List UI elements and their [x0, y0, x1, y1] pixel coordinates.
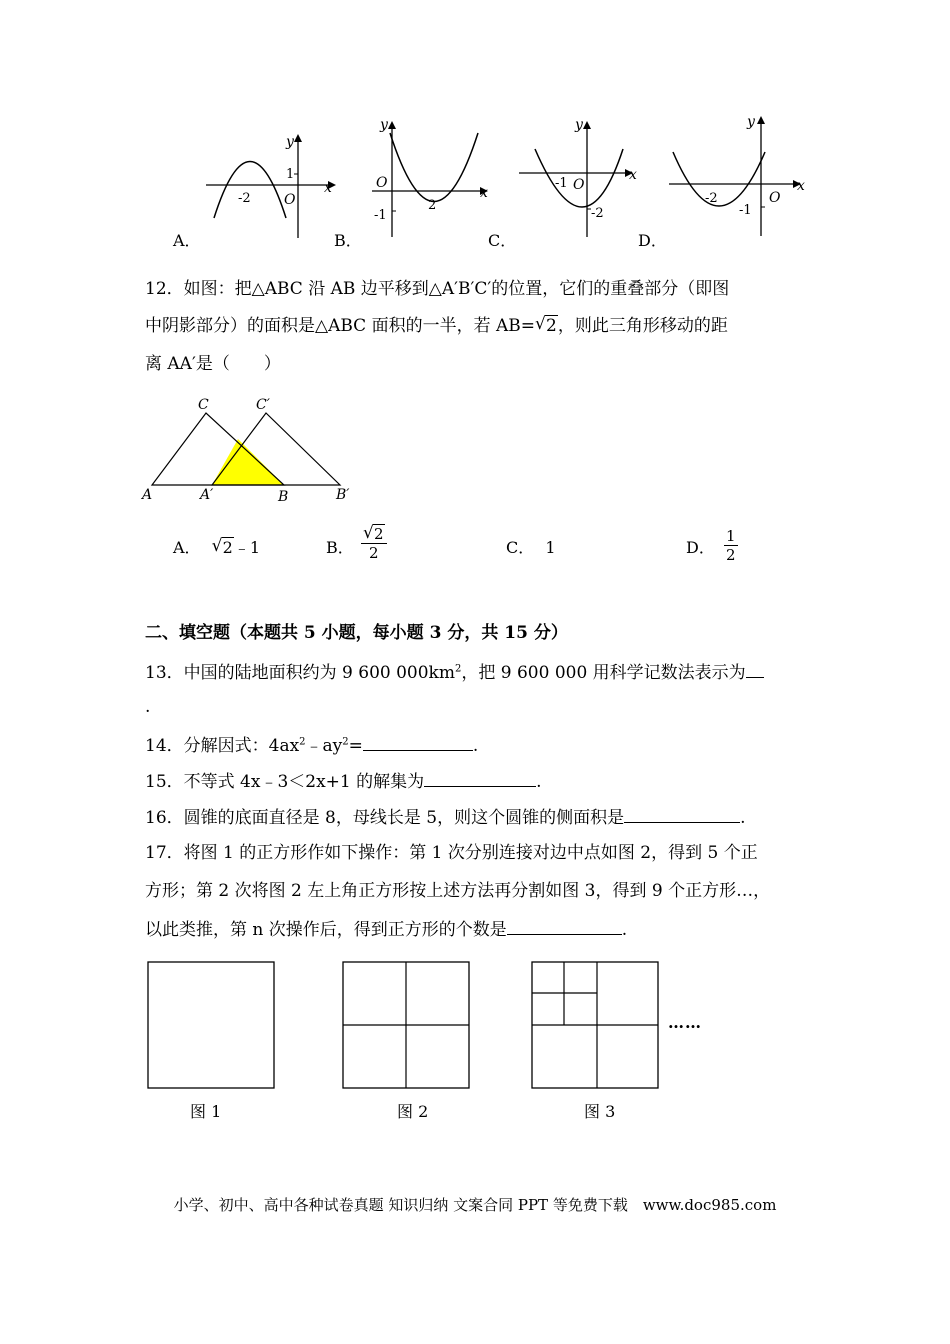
y-tick-label: 1 — [286, 167, 295, 182]
overlap-shaded-region — [212, 439, 284, 485]
y-tick-label: -1 — [739, 203, 752, 218]
q13-superscript: 2 — [454, 663, 462, 675]
x-tick-label: -2 — [705, 191, 718, 206]
graph-option-d — [665, 110, 810, 240]
sqrt-radicand: 2 — [374, 525, 384, 543]
square-figure-2 — [341, 960, 471, 1090]
q12-option-a-tail: ﹣1 — [233, 538, 261, 557]
y-axis-label: y — [747, 114, 755, 130]
q12-option-a — [173, 540, 260, 556]
option-c-label: C． — [488, 231, 517, 250]
label-a-prime: A′ — [200, 487, 214, 503]
q17-line-1: 17．将图 1 的正方形作如下操作：第 1 次分别连接对边中点如图 2，得到 5 个正 — [145, 843, 758, 863]
sqrt-symbol — [535, 318, 558, 335]
x-tick-label: -1 — [555, 176, 568, 191]
sqrt-symbol — [363, 527, 385, 542]
q14-superscript-1: 2 — [299, 736, 306, 748]
square-figure-1 — [146, 960, 276, 1090]
origin-label: O — [573, 177, 585, 193]
origin-label: O — [376, 175, 388, 191]
q15-text: 15．不等式 4x﹣3＜2x+1 的解集为 — [145, 772, 425, 792]
q14-superscript-2: 2 — [342, 736, 349, 748]
q12-option-d-fraction — [724, 529, 738, 563]
y-tick-label: -2 — [591, 206, 604, 221]
q12-line-1: 12．如图：把△ABC 沿 AB 边平移到△A′B′C′的位置，它们的重叠部分（即图 — [145, 279, 730, 299]
origin-label: O — [284, 192, 296, 208]
q12-option-b-fraction — [361, 527, 387, 561]
label-a: A — [142, 487, 153, 503]
q14-line — [145, 736, 478, 755]
q17-line-2: 方形；第 2 次将图 2 左上角正方形按上述方法再分割如图 3，得到 9 个正方形…， — [145, 881, 771, 901]
option-a-label: A． — [173, 231, 201, 250]
q13-text-pre: 13．中国的陆地面积约为 9 600 000km — [145, 663, 455, 683]
x-axis-label: x — [797, 178, 805, 194]
q17-answer-blank[interactable] — [507, 920, 622, 935]
option-b-label: B． — [334, 231, 362, 250]
continuation-ellipsis: …… — [668, 1013, 702, 1032]
q17-line-3 — [145, 920, 627, 939]
q14-text-pre: 14．分解因式：4ax — [145, 736, 300, 756]
q16-line — [145, 808, 745, 827]
sqrt-symbol — [212, 540, 234, 556]
figure-2-caption: 图 2 — [397, 1102, 429, 1121]
q12-line-3: 离 AA′是（ ） — [145, 354, 281, 374]
q17-period: . — [621, 920, 628, 940]
graph-option-c — [515, 115, 645, 240]
sqrt-radicand: 2 — [222, 538, 233, 557]
q12-option-b — [326, 540, 354, 556]
x-axis-label: x — [480, 185, 488, 201]
x-axis-label: x — [324, 180, 332, 196]
q12-option-c-label: C． — [506, 538, 535, 557]
fraction-denominator: 2 — [726, 546, 736, 564]
q14-text-mid: ﹣ay — [305, 736, 343, 756]
q16-text: 16．圆锥的底面直径是 8，母线长是 5，则这个圆锥的侧面积是 — [145, 808, 625, 828]
x-tick-label: 2 — [428, 198, 437, 213]
q12-option-c-value: 1 — [545, 538, 556, 557]
y-tick-label: -1 — [374, 208, 387, 223]
q16-answer-blank[interactable] — [624, 808, 740, 823]
graph-option-a — [200, 130, 340, 240]
q17-text: 以此类推，第 n 次操作后，得到正方形的个数是 — [145, 920, 507, 940]
label-b: B — [278, 489, 289, 505]
q16-period: . — [740, 808, 746, 828]
q12-line-2-post: ，则此三角形移动的距 — [557, 316, 728, 336]
fraction-numerator — [361, 527, 387, 544]
origin-label: O — [769, 190, 781, 206]
q12-option-d-label: D． — [686, 538, 715, 557]
label-c: C — [198, 397, 209, 413]
q13-text-post: ，把 9 600 000 用科学记数法表示为 — [461, 663, 746, 683]
option-d-label: D． — [638, 231, 667, 250]
sqrt-radicand: 2 — [546, 316, 557, 336]
q12-option-a-label: A． — [173, 538, 201, 557]
figure-1-caption: 图 1 — [190, 1102, 222, 1121]
label-b-prime: B′ — [336, 487, 350, 503]
fraction-numerator: 1 — [726, 527, 736, 545]
q12-triangle-figure — [140, 395, 360, 507]
q12-option-b-label: B． — [326, 538, 354, 557]
page-footer: 小学、初中、高中各种试卷真题 知识归纳 文案合同 PPT 等免费下载 www.doc985.com — [173, 1196, 777, 1214]
x-axis-label: x — [629, 167, 637, 183]
q13-line-1 — [145, 663, 764, 682]
fraction-denominator: 2 — [369, 544, 379, 562]
q14-period: . — [472, 736, 479, 756]
q14-equals: = — [348, 736, 363, 756]
q12-line-2-pre: 中阴影部分）的面积是△ABC 面积的一半，若 AB= — [145, 316, 535, 336]
q13-answer-blank[interactable] — [746, 663, 764, 678]
square-figure-3 — [530, 960, 660, 1090]
q15-line — [145, 772, 542, 791]
q12-line-2 — [145, 318, 728, 335]
figure-3-caption: 图 3 — [584, 1102, 616, 1121]
x-tick-label: -2 — [238, 191, 251, 206]
q14-answer-blank[interactable] — [363, 736, 473, 751]
q15-answer-blank[interactable] — [424, 772, 536, 787]
y-axis-label: y — [575, 117, 583, 133]
q12-option-c — [506, 540, 556, 556]
graph-option-b — [368, 115, 498, 240]
section-2-heading: 二、填空题（本题共 5 小题，每小题 3 分，共 15 分） — [145, 623, 568, 643]
q15-period: . — [536, 772, 542, 792]
q12-option-d — [686, 540, 715, 556]
q13-line-2: . — [145, 697, 151, 717]
y-axis-label: y — [380, 117, 388, 133]
y-axis-label: y — [286, 134, 294, 150]
label-c-prime: C′ — [256, 397, 270, 413]
